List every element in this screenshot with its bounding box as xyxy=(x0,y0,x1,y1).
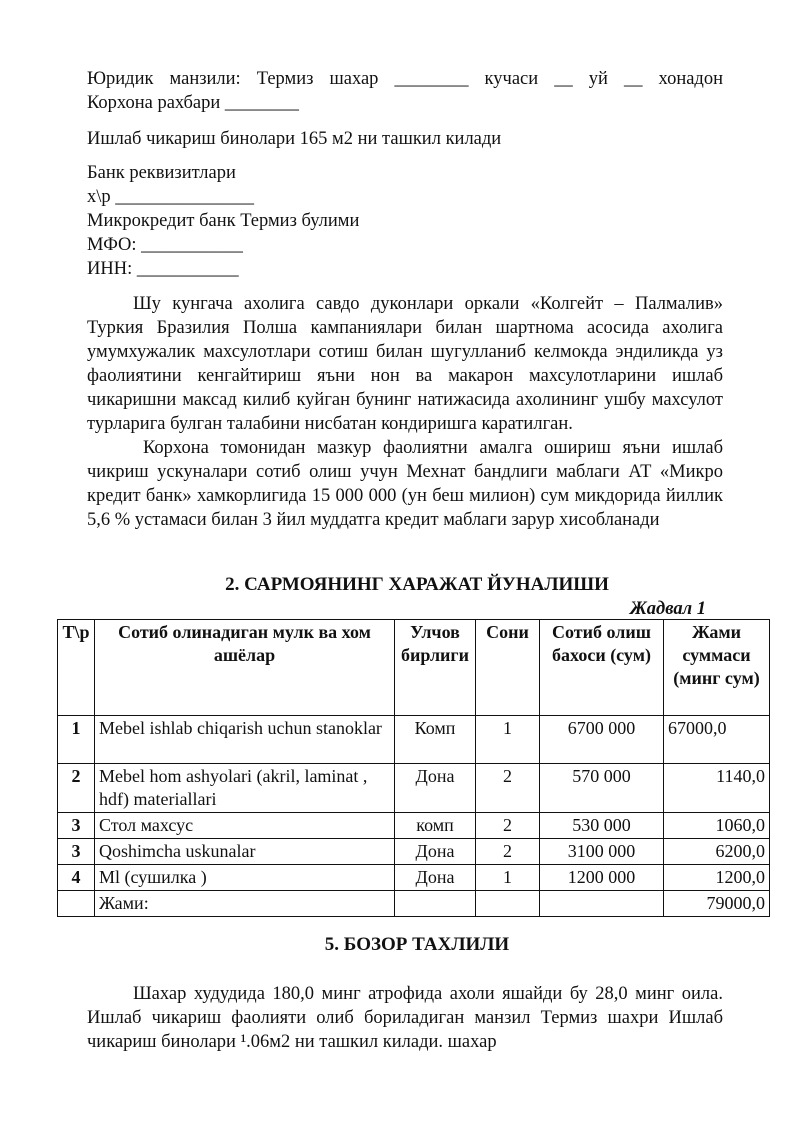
header-num: Т\р xyxy=(58,620,95,716)
table-header-row xyxy=(58,620,770,716)
paragraph-market: Шахар худудида 180,0 минг атрофида ахоли яшайди бу 28,0 минг оила. Ишлаб чикариш фаолияти олиб бориладиган манзил Термиз шахри Ишлаб чикариш бинолари ¹.06м2 ни ташкил килади. шахар xyxy=(87,984,723,1052)
total-value: 79000,0 xyxy=(664,891,770,917)
paragraph-credit: Корхона томонидан мазкур фаолиятни амалга ошириш яъни ишлаб чикриш ускуналари сотиб олиш учун Мехнат бандлиги маблаги АТ «Микро кредит банк» хамкорлигида 15 000 000 (ун беш милион) сум микдорида йиллик 5,6 % устамаси билан 3 йил муддатга кредит маблаги зарур хисобланади xyxy=(87,438,723,530)
paragraph-activity: Шу кунгача ахолига савдо дуконлари оркали «Колгейт – Палмалив» Туркия Бразилия Полша кампаниялари билан шартнома асосида ахолига умумхужалик махсулотлари сотиш билан шугулланиб келмокда эндиликда уз фаолиятини кенгайтириш яъни нон ва макарон махсулотларини ишлаб чикаришни максад килиб куйган бунинг натижасида ахолининг ушбу махсулот турларига булган талабини нисбатан кондиришга каратилган. xyxy=(87,294,723,434)
buildings-line: Ишлаб чикариш бинолари 165 м2 ни ташкил килади xyxy=(87,129,502,149)
buildings-line-block xyxy=(87,127,723,151)
row-num: 3 xyxy=(58,813,95,839)
total-label: Жами: xyxy=(95,891,395,917)
row-name: Ml (сушилка ) xyxy=(95,865,395,891)
row-price: 530 000 xyxy=(540,813,664,839)
director-line: Корхона рахбари ________ xyxy=(87,93,299,113)
row-num: 4 xyxy=(58,865,95,891)
total-qty-cell xyxy=(476,891,540,917)
account-line: х\р _______________ xyxy=(87,187,255,207)
market-paragraph-block xyxy=(87,982,723,1054)
row-unit: Дона xyxy=(395,764,476,813)
row-price: 1200 000 xyxy=(540,865,664,891)
row-qty: 1 xyxy=(476,716,540,764)
row-qty: 2 xyxy=(476,813,540,839)
bank-details-block xyxy=(87,161,723,281)
row-price: 3100 000 xyxy=(540,839,664,865)
investment-table xyxy=(57,619,770,917)
row-name: Qoshimcha uskunalar xyxy=(95,839,395,865)
row-num: 3 xyxy=(58,839,95,865)
row-total: 1200,0 xyxy=(664,865,770,891)
row-total: 1140,0 xyxy=(664,764,770,813)
row-qty: 2 xyxy=(476,839,540,865)
row-total: 6200,0 xyxy=(664,839,770,865)
total-price-cell xyxy=(540,891,664,917)
row-unit: Дона xyxy=(395,839,476,865)
section-2-title: 2. САРМОЯНИНГ ХАРАЖАТ ЙУНАЛИШИ xyxy=(225,574,609,595)
header-block xyxy=(87,67,723,115)
row-price: 570 000 xyxy=(540,764,664,813)
table-row xyxy=(58,764,770,813)
row-qty: 1 xyxy=(476,865,540,891)
table-row xyxy=(58,716,770,764)
row-unit: Комп xyxy=(395,716,476,764)
intro-paragraph xyxy=(87,292,723,532)
header-name: Сотиб олинадиган мулк ва хом ашёлар xyxy=(95,620,395,716)
inn-line: ИНН: ___________ xyxy=(87,259,239,279)
section-5-title: 5. БОЗОР ТАХЛИЛИ xyxy=(324,934,510,955)
row-name: Mebel hom ashyolari (akril, laminat , hdf) materiallari xyxy=(95,764,395,813)
table-total-row xyxy=(58,891,770,917)
bank-details-title: Банк реквизитлари xyxy=(87,163,236,183)
row-qty: 2 xyxy=(476,764,540,813)
bank-name-line: Микрокредит банк Термиз булими xyxy=(87,211,360,231)
table-row xyxy=(58,865,770,891)
table-label: Жадвал 1 xyxy=(629,599,706,619)
header-unit: Улчов бирлиги xyxy=(395,620,476,716)
total-num-cell xyxy=(58,891,95,917)
total-unit-cell xyxy=(395,891,476,917)
header-qty: Сони xyxy=(476,620,540,716)
row-price: 6700 000 xyxy=(540,716,664,764)
row-num: 1 xyxy=(58,716,95,764)
header-price: Сотиб олиш бахоси (сум) xyxy=(540,620,664,716)
row-name: Mebel ishlab chiqarish uchun stanoklar xyxy=(95,716,395,764)
header-total: Жами суммаси (минг сум) xyxy=(664,620,770,716)
table-row xyxy=(58,839,770,865)
row-unit: комп xyxy=(395,813,476,839)
row-num: 2 xyxy=(58,764,95,813)
row-unit: Дона xyxy=(395,865,476,891)
row-total: 1060,0 xyxy=(664,813,770,839)
legal-address-line: Юридик манзили: Термиз шахар ________ кучаси __ уй __ хонадон xyxy=(87,69,723,89)
mfo-line: МФО: ___________ xyxy=(87,235,243,255)
row-total: 67000,0 xyxy=(664,716,770,764)
table-row xyxy=(58,813,770,839)
row-name: Стол махсус xyxy=(95,813,395,839)
